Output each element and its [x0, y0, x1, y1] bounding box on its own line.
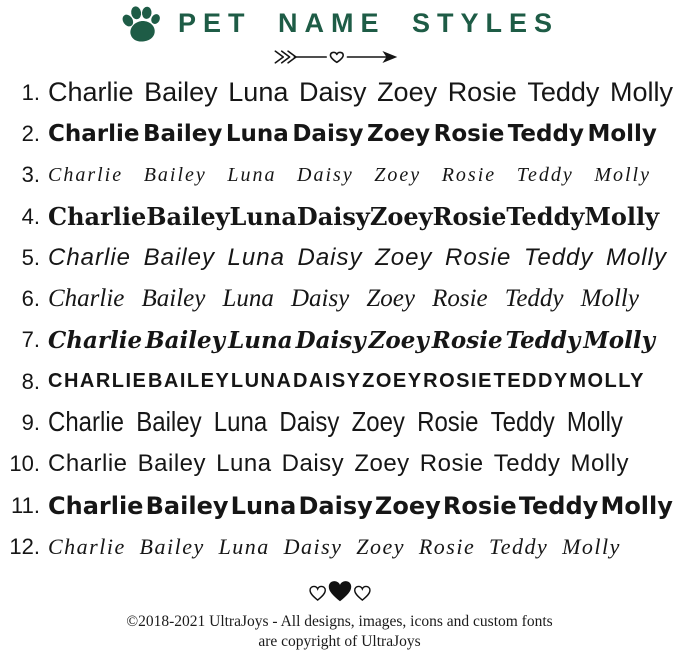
pet-name: Bailey: [139, 533, 205, 559]
pet-name: Bailey: [145, 326, 226, 354]
font-style-row-11: [6, 485, 673, 526]
pet-name: Luna: [225, 120, 289, 147]
pet-name: DAISY: [292, 370, 362, 393]
pet-name: Molly: [609, 77, 673, 108]
row-number: 8.: [21, 368, 40, 394]
pet-name: Charlie: [48, 491, 144, 520]
pet-name: Molly: [580, 285, 639, 313]
pet-name: Bailey: [141, 285, 206, 313]
pet-name: MOLLY: [569, 370, 645, 393]
pet-name: Rosie: [431, 326, 503, 354]
font-style-row-6: [6, 278, 673, 319]
row-number: 9.: [21, 410, 40, 436]
font-style-row-1: [6, 72, 673, 113]
pet-name: Daisy: [298, 491, 373, 520]
pet-name: Luna: [230, 491, 297, 520]
font-style-row-8: [6, 361, 673, 402]
pet-name: LUNA: [230, 370, 293, 393]
pet-name: Rosie: [441, 163, 497, 186]
pet-name: Teddy: [507, 120, 584, 147]
row-names: [48, 492, 673, 520]
pet-name: Molly: [570, 450, 629, 478]
pet-name: Rosie: [432, 285, 488, 313]
row-names: [48, 450, 673, 478]
pet-name: Bailey: [146, 202, 230, 232]
row-number: 6.: [21, 286, 40, 312]
pet-name: Rosie: [432, 202, 507, 232]
pet-name: Daisy: [297, 243, 363, 271]
pet-name: Luna: [227, 163, 277, 186]
row-number: 2.: [21, 120, 40, 146]
pet-name: Molly: [562, 533, 621, 559]
pet-name: Zoey: [354, 450, 410, 478]
pet-name: Luna: [216, 450, 272, 478]
pet-name: TEDDY: [493, 370, 569, 393]
pet-name: ZOEY: [362, 370, 423, 393]
row-number: 5.: [21, 244, 40, 270]
pet-name: Teddy: [506, 202, 585, 232]
pet-name: Bailey: [144, 77, 218, 108]
font-style-row-4: [6, 196, 673, 237]
pet-name: Zoey: [374, 491, 441, 520]
pet-name: Daisy: [297, 163, 354, 186]
row-names: [48, 121, 673, 147]
pet-name: Zoey: [374, 163, 422, 186]
pet-name: Charlie: [48, 326, 143, 354]
pet-name: Charlie: [48, 202, 147, 232]
pet-name: Bailey: [145, 491, 229, 520]
paw-icon: [120, 5, 162, 43]
pet-name: Zoey: [351, 406, 405, 438]
pet-name: Bailey: [143, 163, 207, 186]
pet-name: Charlie: [48, 163, 124, 186]
pet-name: Luna: [213, 406, 268, 438]
pet-name: Bailey: [142, 120, 223, 147]
row-names: [48, 327, 673, 354]
pet-name: Luna: [228, 77, 289, 108]
pet-name: Rosie: [447, 77, 517, 108]
pet-name: BAILEY: [147, 370, 231, 393]
pet-name: Zoey: [367, 120, 431, 147]
pet-name: Daisy: [281, 450, 345, 478]
pet-name: Teddy: [518, 491, 599, 520]
pet-name: Rosie: [442, 491, 517, 520]
pet-name: Zoey: [375, 243, 433, 271]
pet-name: Teddy: [489, 533, 549, 559]
pet-name: Rosie: [433, 120, 505, 147]
pet-name: Zoey: [366, 285, 415, 313]
font-style-row-7: [6, 320, 673, 361]
copyright-line-1: ©2018-2021 UltraJoys - All designs, images, icons and custom fonts: [126, 613, 553, 630]
pet-name: Teddy: [493, 450, 561, 478]
row-names: [48, 370, 673, 393]
triple-hearts-icon: [307, 578, 373, 608]
font-style-row-12: [6, 526, 673, 567]
pet-name: Daisy: [290, 285, 350, 313]
header: [0, 0, 679, 42]
pet-name: Teddy: [504, 285, 564, 313]
pet-name: Molly: [583, 326, 655, 354]
pet-name: CHARLIE: [48, 370, 148, 393]
pet-name: Charlie: [48, 406, 125, 438]
font-style-row-9: [6, 402, 673, 443]
pet-name: Luna: [229, 202, 297, 232]
font-style-row-3: [6, 155, 673, 196]
pet-name: Luna: [227, 243, 285, 271]
pet-name: Daisy: [295, 326, 366, 354]
pet-name: Daisy: [298, 77, 367, 108]
row-number: 4.: [21, 203, 40, 229]
row-names: [48, 164, 673, 187]
row-number: 3.: [21, 162, 40, 188]
copyright-line-2: are copyright of UltraJoys: [258, 633, 421, 651]
pet-name: Charlie: [48, 450, 128, 478]
row-number: 7.: [21, 327, 40, 353]
pet-name: Teddy: [505, 326, 581, 354]
row-number: 10.: [9, 451, 40, 477]
row-names: [48, 244, 673, 272]
pet-name: Molly: [594, 163, 651, 186]
pet-name: Molly: [587, 120, 657, 147]
pet-name: Daisy: [296, 202, 370, 232]
row-number: 12.: [9, 533, 40, 559]
page-title: PET NAME STYLES: [177, 8, 560, 38]
row-names: [48, 77, 673, 108]
row-names: [48, 407, 673, 439]
font-style-row-2: [6, 113, 673, 154]
pet-name: ROSIE: [423, 370, 493, 393]
pet-name: Bailey: [143, 243, 215, 271]
font-style-row-10: [6, 444, 673, 485]
row-names: [48, 202, 673, 231]
pet-name: Bailey: [137, 450, 207, 478]
pet-name: Zoey: [377, 77, 438, 108]
pet-name: Teddy: [527, 77, 600, 108]
pet-name: Rosie: [444, 243, 512, 271]
pet-name: Daisy: [292, 120, 364, 147]
pet-name: Rosie: [419, 450, 484, 478]
pet-name: Charlie: [48, 285, 125, 313]
pet-name: Charlie: [48, 243, 132, 271]
row-number: 11.: [11, 492, 40, 518]
pet-name: Rosie: [418, 533, 476, 559]
pet-name: Molly: [605, 243, 667, 271]
pet-name: Zoey: [356, 533, 406, 559]
pet-name: Luna: [218, 533, 270, 559]
pet-name: Teddy: [516, 163, 574, 186]
pet-name: Teddy: [490, 406, 555, 438]
pet-name: Charlie: [48, 77, 134, 108]
pet-name: Molly: [566, 406, 623, 438]
footer: [0, 578, 679, 658]
pet-name: Zoey: [369, 202, 433, 232]
arrow-with-heart-icon: [270, 46, 410, 68]
pet-name: Luna: [228, 326, 293, 354]
row-names: [48, 534, 673, 560]
pet-name: Molly: [584, 202, 660, 232]
pet-name: Molly: [600, 491, 673, 520]
pet-name: Daisy: [279, 406, 340, 438]
pet-name: Zoey: [368, 326, 429, 354]
font-style-row-5: [6, 237, 673, 278]
font-style-list: [0, 70, 679, 568]
pet-name: Charlie: [48, 533, 126, 559]
pet-name: Rosie: [417, 406, 479, 438]
pet-name: Luna: [222, 285, 274, 313]
row-names: [48, 285, 673, 313]
pet-name: Bailey: [136, 406, 202, 438]
pet-name: Daisy: [283, 533, 343, 559]
row-number: 1.: [21, 79, 40, 105]
pet-name: Teddy: [523, 243, 594, 271]
pet-name: Charlie: [48, 120, 140, 147]
